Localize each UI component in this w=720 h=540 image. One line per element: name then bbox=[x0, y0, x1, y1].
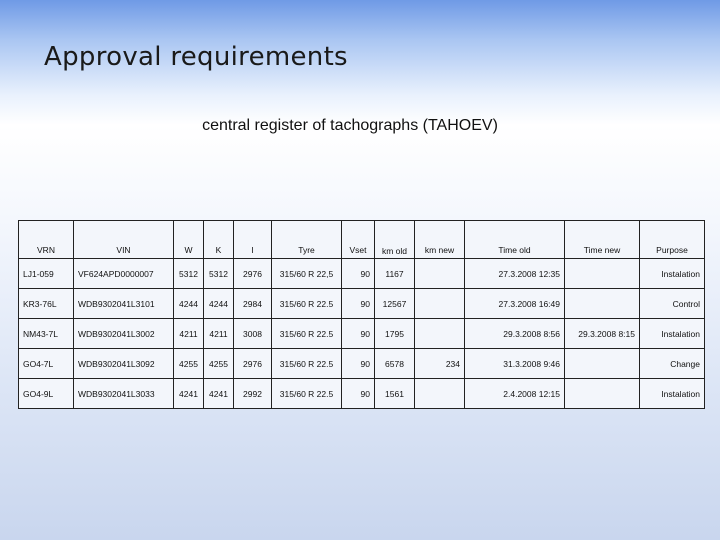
cell-purpose: Control bbox=[640, 289, 705, 319]
cell-time-old: 29.3.2008 8:56 bbox=[465, 319, 565, 349]
header-vin: VIN bbox=[74, 221, 174, 259]
cell-time-old: 2.4.2008 12:15 bbox=[465, 379, 565, 409]
cell-w: 4241 bbox=[174, 379, 204, 409]
cell-time-new bbox=[565, 349, 640, 379]
header-k: K bbox=[204, 221, 234, 259]
cell-w: 5312 bbox=[174, 259, 204, 289]
table-row bbox=[19, 379, 705, 409]
cell-tyre: 315/60 R 22.5 bbox=[272, 379, 342, 409]
cell-k: 4255 bbox=[204, 349, 234, 379]
header-w: W bbox=[174, 221, 204, 259]
cell-vin: WDB9302041L3101 bbox=[74, 289, 174, 319]
cell-tyre: 315/60 R 22.5 bbox=[272, 289, 342, 319]
tachograph-register-table bbox=[18, 220, 705, 409]
cell-km-old: 12567 bbox=[375, 289, 415, 319]
cell-time-old: 31.3.2008 9:46 bbox=[465, 349, 565, 379]
cell-time-new: 29.3.2008 8:15 bbox=[565, 319, 640, 349]
table-row bbox=[19, 259, 705, 289]
cell-i: 2984 bbox=[234, 289, 272, 319]
cell-k: 4244 bbox=[204, 289, 234, 319]
header-km-new: km new bbox=[415, 221, 465, 259]
cell-vrn: GO4-7L bbox=[19, 349, 74, 379]
cell-k: 4241 bbox=[204, 379, 234, 409]
cell-vrn: NM43-7L bbox=[19, 319, 74, 349]
cell-km-new: 234 bbox=[415, 349, 465, 379]
cell-time-old: 27.3.2008 16:49 bbox=[465, 289, 565, 319]
cell-time-new bbox=[565, 289, 640, 319]
cell-vin: WDB9302041L3002 bbox=[74, 319, 174, 349]
table-row bbox=[19, 319, 705, 349]
header-purpose: Purpose bbox=[640, 221, 705, 259]
cell-tyre: 315/60 R 22,5 bbox=[272, 259, 342, 289]
cell-w: 4255 bbox=[174, 349, 204, 379]
cell-purpose: Instalation bbox=[640, 319, 705, 349]
header-vrn: VRN bbox=[19, 221, 74, 259]
cell-time-new bbox=[565, 259, 640, 289]
cell-purpose: Instalation bbox=[640, 259, 705, 289]
cell-i: 2992 bbox=[234, 379, 272, 409]
cell-km-new bbox=[415, 319, 465, 349]
cell-vset: 90 bbox=[342, 379, 375, 409]
header-i: I bbox=[234, 221, 272, 259]
cell-w: 4244 bbox=[174, 289, 204, 319]
cell-tyre: 315/60 R 22.5 bbox=[272, 349, 342, 379]
cell-time-new bbox=[565, 379, 640, 409]
cell-i: 3008 bbox=[234, 319, 272, 349]
table-header-row bbox=[19, 221, 705, 259]
table-row bbox=[19, 349, 705, 379]
cell-k: 4211 bbox=[204, 319, 234, 349]
slide-title: Approval requirements bbox=[44, 42, 348, 72]
table-row bbox=[19, 289, 705, 319]
cell-time-old: 27.3.2008 12:35 bbox=[465, 259, 565, 289]
cell-vset: 90 bbox=[342, 319, 375, 349]
header-vset: Vset bbox=[342, 221, 375, 259]
cell-vset: 90 bbox=[342, 289, 375, 319]
cell-vset: 90 bbox=[342, 349, 375, 379]
cell-purpose: Change bbox=[640, 349, 705, 379]
cell-km-new bbox=[415, 259, 465, 289]
cell-i: 2976 bbox=[234, 349, 272, 379]
cell-k: 5312 bbox=[204, 259, 234, 289]
cell-vrn: LJ1-059 bbox=[19, 259, 74, 289]
header-km-old: km old bbox=[375, 221, 415, 259]
cell-km-old: 1167 bbox=[375, 259, 415, 289]
cell-km-old: 1561 bbox=[375, 379, 415, 409]
header-time-old: Time old bbox=[465, 221, 565, 259]
cell-vin: WDB9302041L3092 bbox=[74, 349, 174, 379]
cell-w: 4211 bbox=[174, 319, 204, 349]
cell-vrn: KR3-76L bbox=[19, 289, 74, 319]
cell-vrn: GO4-9L bbox=[19, 379, 74, 409]
cell-km-old: 6578 bbox=[375, 349, 415, 379]
header-tyre: Tyre bbox=[272, 221, 342, 259]
cell-purpose: Instalation bbox=[640, 379, 705, 409]
cell-vin: VF624APD0000007 bbox=[74, 259, 174, 289]
cell-i: 2976 bbox=[234, 259, 272, 289]
cell-km-old: 1795 bbox=[375, 319, 415, 349]
slide-subtitle: central register of tachographs (TAHOEV) bbox=[202, 117, 498, 134]
cell-km-new bbox=[415, 289, 465, 319]
cell-vset: 90 bbox=[342, 259, 375, 289]
cell-km-new bbox=[415, 379, 465, 409]
header-time-new: Time new bbox=[565, 221, 640, 259]
cell-tyre: 315/60 R 22.5 bbox=[272, 319, 342, 349]
cell-vin: WDB9302041L3033 bbox=[74, 379, 174, 409]
